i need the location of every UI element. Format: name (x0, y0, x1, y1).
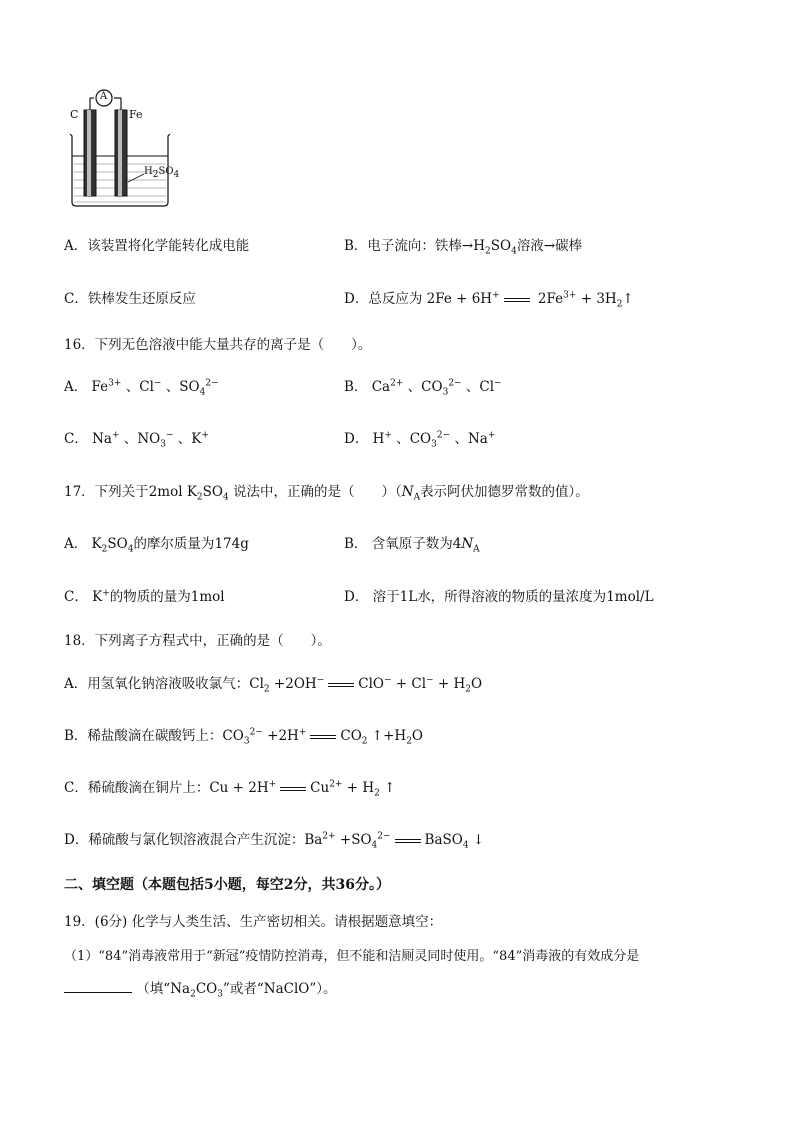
up-arrow-icon: ↑ (622, 291, 634, 307)
acid-label: $H_2SO_4$ (144, 166, 180, 180)
galvanic-cell-diagram (64, 84, 194, 214)
q16-option-c: C． Na+ 、$NO_3^-$ 、K+ (64, 430, 209, 450)
q17-option-a: A． $K_2SO_4$的摩尔质量为174g (64, 536, 249, 555)
q16-stem: 16．下列无色溶液中能大量共存的离子是（ ）。 (64, 337, 372, 353)
q18-option-d: D．稀硫酸与氯化钡溶液混合产生沉淀：$Ba^{2+} +SO_4^{2-}$ BaSO$_4$ ↓ (64, 831, 485, 851)
q18-option-b: B．稀盐酸滴在碳酸钙上：$CO_3^{2-} +2H^+$ $CO_2$ $↑+H_2O$ (64, 727, 423, 747)
electrode-label-c: C (70, 108, 79, 121)
q17-option-b: B． 含氧原子数为$4N_A$ (344, 536, 480, 555)
q17-option-d: D． 溶于1L水，所得溶液的物质的量浓度为1mol/L (344, 589, 654, 605)
q18-option-c: C．稀硫酸滴在铜片上：Cu + 2H+ $Cu^{2+} + H_2$ ↑ (64, 779, 396, 799)
q15-option-d: D．总反应为 2Fe + 6H+ $2Fe^{3+}$ + $3H_2↑$ (344, 290, 634, 310)
q18-option-a: A．用氢氧化钠溶液吸收氯气：$Cl_2 +2OH^-$ $ClO^- + Cl^- + H_2O$ (64, 675, 483, 695)
arrow-icon: → (543, 238, 556, 254)
ammeter-label: A (100, 91, 108, 102)
q16-option-a: A． $Fe^{3+}$ 、Cl− 、$SO_4^{2-}$ (64, 378, 219, 398)
q18-stem: 18．下列离子方程式中，正确的是（ ）。 (64, 633, 331, 649)
q15-option-b: B．电子流向：铁棒$\to H_2SO_4$溶液→碳棒 (344, 238, 583, 257)
q16-option-d: D． H+ 、$CO_3^{2-}$ 、Na+ (344, 430, 496, 450)
q19-part1-fill: （填“$Na_2CO_3$”或者“NaClO”）。 (64, 977, 337, 997)
electrode-label-fe: Fe (129, 108, 143, 121)
q15-option-a: A．该装置将化学能转化成电能 (64, 238, 250, 254)
q19-part1-text: （1）“84”消毒液常用于“新冠”疫情防控消毒，但不能和洁厕灵同时使用。“84”消毒液的有效成分是 (64, 949, 640, 964)
arrow-icon: → (461, 238, 474, 254)
answer-blank[interactable] (64, 980, 132, 993)
q15-option-c: C．铁棒发生还原反应 (64, 291, 196, 307)
section-heading: 二、填空题（本题包括5小题，每空2分，共36分。） (64, 877, 390, 893)
q17-option-c: C． K+的物质的量为1mol (64, 588, 225, 605)
q19-stem: 19．(6分) 化学与人类生活、生产密切相关。请根据题意填空： (64, 914, 443, 930)
q17-stem: 17．下列关于2mol $K_2SO_4$ 说法中，正确的是（ ）（$N_A$表示阿伏加德罗常数的值）。 (64, 484, 589, 503)
q16-option-b: B． $Ca^{2+}$ 、$CO_3^{2-}$ 、Cl− (344, 378, 502, 398)
